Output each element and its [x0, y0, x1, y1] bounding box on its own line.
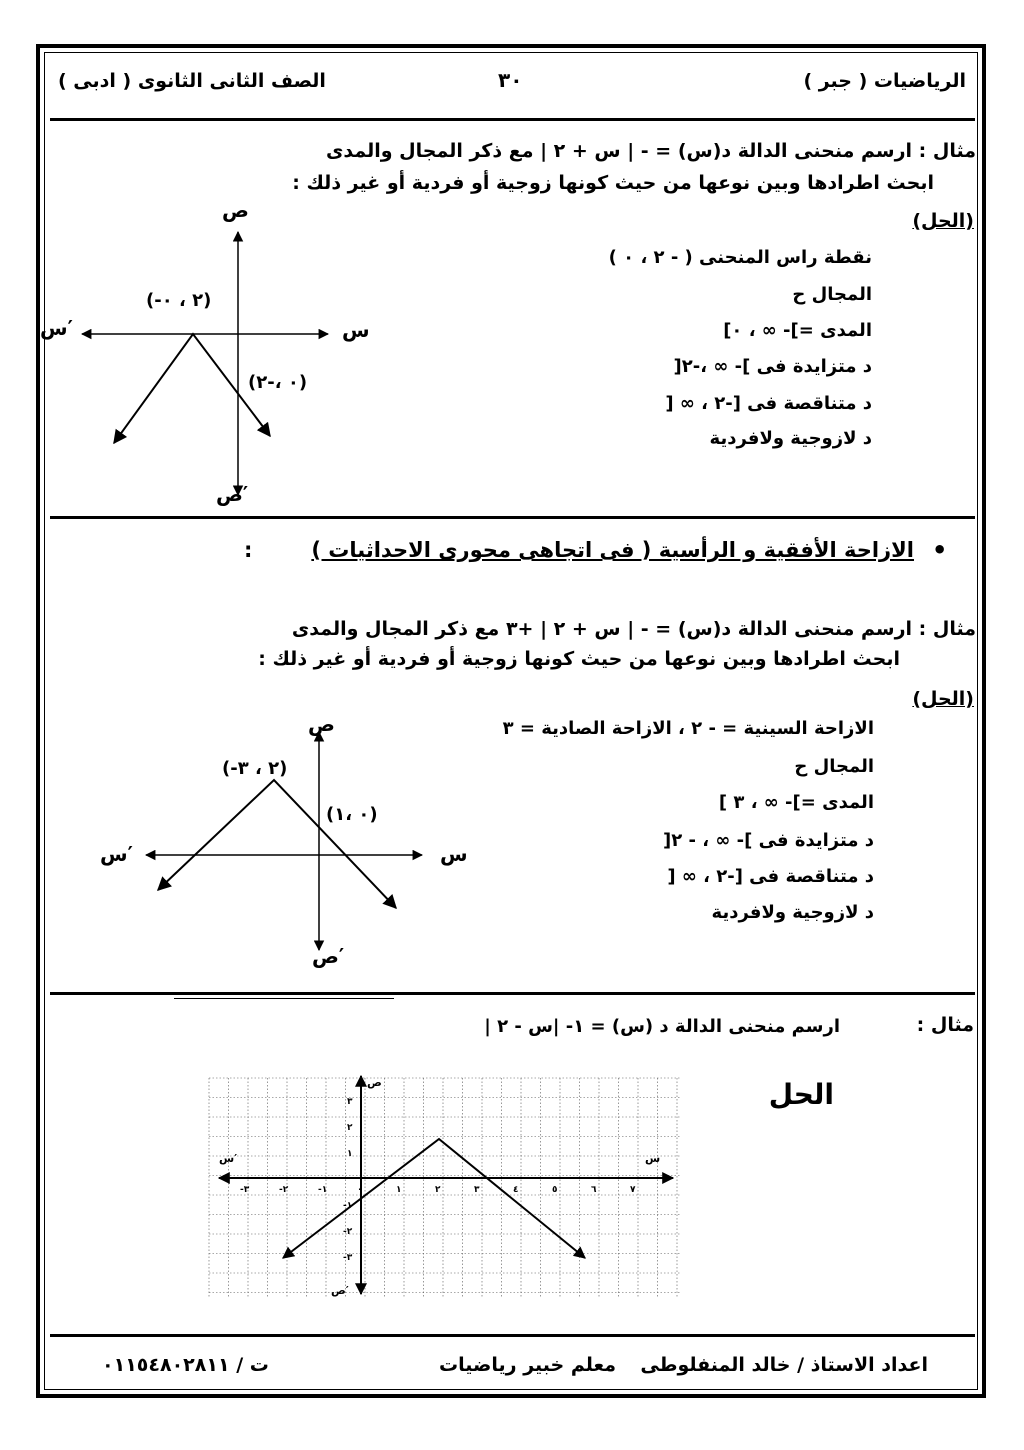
grid-y-label: ص: [367, 1076, 382, 1089]
ex2-solution-line: د لازوجية ولافردية: [711, 902, 874, 923]
function-curve: [114, 334, 270, 443]
ex1-y-neg-axis-label: ص′: [216, 482, 249, 506]
ex1-question-line1: مثال : ارسم منحنى الدالة د(س) = - | س + ٢ | مع ذكر المجال والمدى: [325, 140, 976, 162]
ex2-x-neg-axis-label: س′: [100, 842, 133, 866]
footer-author: اعداد الاستاذ / خالد المنفلوطى: [640, 1354, 928, 1376]
x-tick-label: -٣: [240, 1185, 250, 1195]
ex1-y-axis-label: ص: [222, 198, 249, 222]
ex1-intercept-label: (٠ ،-٢): [248, 372, 308, 393]
ex2-x-axis-label: س: [440, 842, 468, 866]
ex3-label: مثال :: [916, 1014, 974, 1036]
page-number: ٣٠: [498, 68, 523, 92]
ex1-solution-line: د متزايدة فى ]- ∞ ،-٢[: [673, 356, 872, 377]
header-subject: الرياضيات ( جبر ): [803, 70, 966, 92]
ex2-question-line1: مثال : ارسم منحنى الدالة د(س) = - | س + ٢ | +٣ مع ذكر المجال والمدى: [291, 618, 976, 640]
ex2-y-neg-axis-label: ص′: [312, 944, 345, 968]
x-tick-label: -٢: [279, 1185, 289, 1195]
ex2-solution-line: المجال ح: [794, 756, 874, 777]
ex2-question-line2: ابحث اطرادها وبين نوعها من حيث كونها زوجية أو فردية أو غير ذلك :: [258, 648, 900, 670]
ex1-x-axis-label: س: [342, 318, 370, 342]
function-curve: [158, 780, 396, 908]
y-tick-label: ٣: [347, 1097, 353, 1107]
y-tick-label: ١: [347, 1149, 353, 1159]
y-tick-label: -١: [343, 1201, 353, 1211]
ex1-x-neg-axis-label: س′: [40, 316, 73, 340]
x-tick-label: ٤: [513, 1185, 519, 1195]
ex1-solution-line: نقطة راس المنحنى ( - ٢ ، ٠ ): [608, 247, 872, 268]
footer-phone: ت / ٠١١٥٤٨٠٢٨١١: [102, 1354, 269, 1376]
x-tick-label: -١: [318, 1185, 328, 1195]
x-tick-label: ٦: [591, 1185, 597, 1195]
y-tick-label: -٣: [343, 1253, 353, 1263]
ex1-solution-line: المجال ح: [792, 284, 872, 305]
ex1-solution-label: (الحل): [912, 210, 974, 232]
section-divider: [50, 516, 975, 519]
ex3-solution-label: الحل: [768, 1078, 834, 1111]
ex2-vertex-label: (-٢ ، ٣): [222, 758, 288, 779]
header-divider: [50, 118, 975, 121]
ex3-grid-graph: [205, 1072, 685, 1302]
x-tick-label: ١: [396, 1185, 402, 1195]
x-tick-label: ٠: [357, 1185, 363, 1195]
x-tick-label: ٢: [435, 1185, 441, 1195]
ex2-y-axis-label: ص: [308, 712, 335, 736]
ex1-solution-line: المدى =]- ∞ ، ٠]: [723, 320, 872, 341]
y-tick-label: ٢: [347, 1123, 353, 1133]
x-tick-label: ٥: [552, 1185, 558, 1195]
ex1-graph: [50, 200, 390, 500]
ex1-solution-line: د متناقصة فى [-٢ ، ∞ [: [665, 393, 872, 414]
ex2-intercept-label: (٠ ،١): [326, 804, 378, 825]
ex2-graph: [100, 710, 440, 970]
ex2-solution-line: الازاحة السينية = - ٢ ، الازاحة الصادية = ٣: [502, 718, 874, 739]
footer-title: معلم خبير رياضيات: [439, 1354, 616, 1376]
section-bullet: •: [932, 536, 948, 564]
grid-x-neg-label: س′: [219, 1152, 238, 1165]
section-title: الازاحة الأفقية و الرأسية ( فى اتجاهى محورى الاحداثيات ): [311, 538, 914, 562]
y-tick-label: -٢: [343, 1227, 353, 1237]
x-tick-label: ٧: [630, 1185, 636, 1195]
section-divider: [50, 992, 975, 995]
ex1-vertex-label: (-٢ ، ٠): [146, 290, 212, 311]
ex2-solution-label: (الحل): [912, 688, 974, 710]
ex3-question: ارسم منحنى الدالة د (س) = ١- |س - ٢ |: [484, 1016, 840, 1037]
ex2-solution-line: د متناقصة فى [-٢ ، ∞ [: [667, 866, 874, 887]
ex2-solution-line: المدى =]- ∞ ، ٣ ]: [718, 792, 874, 813]
footer-divider: [50, 1334, 975, 1337]
grid-x-label: س: [645, 1152, 661, 1165]
section-colon: :: [244, 538, 253, 562]
ex2-solution-line: د متزايدة فى ]- ∞ ، - ٢[: [663, 830, 874, 851]
function-curve: [283, 1139, 585, 1258]
ex1-solution-line: د لازوجية ولافردية: [709, 428, 872, 449]
ex1-question-line2: ابحث اطرادها وبين نوعها من حيث كونها زوجية أو فردية أو غير ذلك :: [292, 172, 934, 194]
header-grade: الصف الثانى الثانوى ( ادبى ): [58, 70, 326, 92]
short-rule: [174, 998, 394, 999]
grid-y-neg-label: ص′: [331, 1284, 349, 1297]
x-tick-label: ٣: [474, 1185, 480, 1195]
